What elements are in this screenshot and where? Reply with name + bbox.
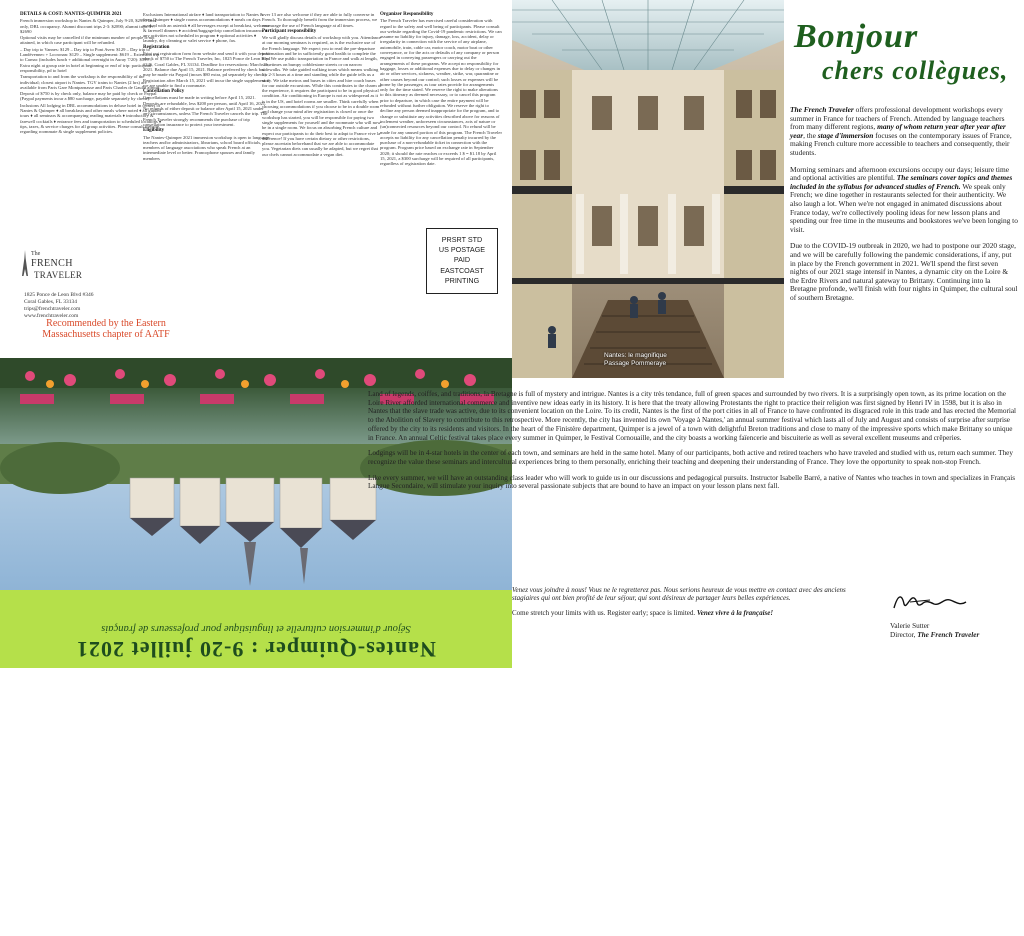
- return-address: [24, 292, 94, 320]
- eiffel-tower-icon: [22, 250, 28, 276]
- organizer-column: [380, 12, 502, 168]
- body-paragraph: Land of legends, coiffes, and traditions, la Bretagne is full of mystery and intrigue. Nantes is a city très tendance, full of green spaces and surrounded by two rivers. It is a surprisingly open town, as its prime location on the Loire River afforded international commerce and inventive new ideas early in its history. It is here that the treaty allowing Protestants the right to practice their religion was first signed by Henri IV in 1598, but it is also in Nantes that the slave trade was active, due to its convenient location on the Loire. To its credit, Nantes is the first of the port cities in all of France to have confronted its disgraced role in this trade and has erected the Memorial to the Abolition of Slavery to contribute to this retrospective. More recently, the city has invented its own 'Voyage à Nantes,' an annual summer festival which lasts all of July and August and consists of surprise after surprise offered by the city to its residents and visitors. In the heart of the Finistère department, Quimper is a jewel of a town with delightful Breton traditions and close to many of the impressive sports which make Brittany so unique in France. An annual Celtic festival takes place every summer in Quimper, le Festival Cornouaille, and the city boasts a working faïencerie and biscuiterie as well as several excellent museums and crêperies.: [368, 390, 1017, 442]
- greeting-line-2: chers collègues,: [822, 56, 1009, 85]
- intro-emphasis: stage d'immersion: [817, 130, 874, 140]
- workshop-title: Nantes-Quimper : 9-20 juillet 2021: [76, 637, 436, 662]
- details-text: Optional visits may be cancelled if the minimum number of people is not attained, in which case participant will be refunded.: [20, 35, 155, 46]
- intro-paragraph: Due to the COVID-19 outbreak in 2020, we had to postpone our 2020 stage, and we will be carefully following the pandemic considerations, if any, put in place by the French government in 2021. We'll spend the first seven nights of our 2021 stage intensif in Nantes, a dynamic city on the Loire & the Erdre Rivers and natural gateway to Brittany. Continuing into la Bretagne profonde, we'll finish with four nights in Quimper, the cultural soul of southern Bretagne.: [790, 241, 1018, 302]
- details-text: Transportation to and from the workshop is the responsibility of the individual; closest airport is Nantes. TGV trains to Nantes (2 hrs) are available from Paris Gare Montparnasse and Paris Charles de Gaulle airport.: [20, 74, 161, 90]
- aatf-recommendation: Recommended by the Eastern Massachusetts chapter of AATF: [42, 318, 170, 340]
- intro-emphasis: many of whom return year after year after year: [790, 122, 1006, 140]
- logo-the: The: [31, 251, 41, 257]
- intro-text-span: Morning seminars and afternoon excursions occupy our days; leisure time and optional activities are plentiful.: [790, 164, 1009, 183]
- director-company: The French Traveler: [917, 631, 980, 639]
- eligibility-text-cont: over 13 are also welcome if they are able to fully converse in French. To thoroughly benefit from the immersion process, we encourage the use of French language at all times.: [262, 12, 378, 28]
- french-traveler-logo: [20, 246, 130, 286]
- workshop-subtitle: Séjour d'immersion culturelle et linguistique pour professeurs de français: [101, 623, 411, 634]
- director-signature: [890, 590, 970, 614]
- greeting-line-1: Bonjour: [794, 18, 919, 55]
- eligibility-heading: Eligibility: [143, 128, 165, 134]
- intro-text-span: We speak only French; we dine together in restaurants selected for their authenticity. We also laugh a lot. When we're not engaged in animated discussions about France today, we're collectively pooling ideas for new lesson plans and spending our free time in the museums and bookstores we've been longing to visit.: [790, 181, 1018, 234]
- participant-heading: Participant responsibility: [262, 28, 317, 34]
- closing-invitation: Venez vous joindre à nous! Vous ne le regretterez pas. Nous serions heureux de vous mettre en contact avec des anciens stagiaires qui ont bien profité de leur séjour, qui sont désireux de partager leurs belles expériences.: [512, 586, 846, 603]
- cancellation-heading: Cancellation Policy: [143, 89, 185, 95]
- organizer-heading: Organizer Responsibility: [380, 12, 434, 17]
- email-link[interactable]: trips@frenchtraveler.com: [24, 306, 81, 312]
- register-text: Come stretch your limits with us. Register early; space is limited.: [512, 608, 697, 617]
- intro-text-span: offers professional development workshops every summer in France for teachers of French. Attended by language teachers from many different regions,: [790, 105, 1005, 132]
- body-text: [368, 390, 1018, 498]
- logo-traveler: TRAVELER: [34, 270, 83, 280]
- details-column: [20, 12, 162, 136]
- photo-caption-line: Nantes: le magnifique: [604, 352, 667, 359]
- postage-line: EASTCOAST: [440, 265, 484, 275]
- details-text: – Day trip to Vannes: $129 – Day trip to Pont Aven: $129 – Day trip to Landévennec + Locronan: $129 – Single supplement: $619 – Extension trip to Carnac (includes lunch + additional overnight in Auray 7/20): $599 – Extra night at group rate in hotel at beginning or end of trip: participant responsibility, pd to hotel: [20, 46, 160, 73]
- register-emphasis: Venez vivre à la française!: [696, 608, 774, 617]
- director-title-text: Director,: [890, 631, 918, 639]
- details-text: Inclusions All lodging in DBL accommodations in deluxe hotel in centers of Nantes & Quimper ♦ all breakfasts and other meals where noted ♦ all guided tours ♦ all seminars & accompanying reading materials ♦ introductory & farewell cocktails ♦ entrance fees and transportation to scheduled locations ♦ tips, taxes, & service charges for all group activities. Please consult website regarding roommate & single supplement policies.: [20, 102, 162, 135]
- exclusions-column: [143, 12, 271, 162]
- registration-heading: Registration: [143, 44, 170, 50]
- postage-line: PRINTING: [444, 275, 480, 285]
- organizer-text: The French Traveler has exercised careful consideration with regard to the safety and well being of participants. Please consult our website regarding the Covid-19 pandemic restrictions. We can assume no liability for injury, damage, loss, accident, delay or irregularity in connection with the service of any airplane, automobile, train, cable car, motor coach, motor boat or other conveyance, or for the acts or defaults of any company or person engaged in conveying passengers or carrying out the arrangements of these programs. We accept no responsibility for baggage, losses or additional expenses due to delay or changes in air or other services, sickness, weather, strike, war, quarantine or other causes beyond our control; such losses or expenses will be borne by the passenger, as tour rates provide for arrangements only for the time stated. We reserve the right to make alterations to this itinerary as deemed necessary, or to cancel this program prior to departure, in which case the entire payment will be refunded without further obligation. We reserve the right to decline any person deemed inappropriate for the program, and to change or substitute any activities described above for reasons of inclement weather, unforeseen circumstances, acts of nature or (un)connected resources beyond our control. No refund will be made for any unused portion of this program. The French Traveler accepts no liability for any cancellation penalty incurred by the purchase of a non-refundable ticket in connection with the program. Program price based on exchange rate in September 2020; it should the rate reaches or exceeds 1 $ = $1.18 by April 15, 2021, a $300 surcharge will be required of all participants, regardless of registration date.: [380, 18, 503, 167]
- postage-line: PAID: [453, 255, 471, 265]
- intro-emphasis: The seminars cover topics and themes included in the syllabus for advanced studies of French.: [790, 173, 1013, 191]
- postage-indicia: [426, 228, 498, 294]
- participant-text: We will gladly discuss details of workshop with you. Attendance at our morning seminars is required, as is the exclusive use of the French language. We expect you to read the pre-departure information and be in sufficiently good health to complete the trip. We use public transportation in France and walk at length, sometimes on bumpy cobblestone streets or on narrow sidewalks. We take guided walking tours which means walking for 2-3 hours at a time and standing while the guide tells us a story. We take metros and buses in cities and hire coach buses for our outside excursions. While this contributes to the charm of the experience, it requires the participant to be in good physical condition. Air conditioning in Europe is not as widespread as it is in the US, and hotel rooms are smaller. Think carefully when choosing accommodations if you choose to be in a double room and change your mind after registration is closed or once the workshop has started, you will be responsible for paying two single supplements for yourself and the roommate who will now be in a single room. We focus on absorbing French culture and expect our participants to do their best to adapt to France vive la différence! If you have certain dietary or other restrictions, please ascertain beforehand that we are able to accommodate you. Vegetarian diets can usually be adapted, but we regret that our chefs cannot accommodate a vegan diet.: [262, 35, 382, 157]
- address-line: Coral Gables, FL 33134: [24, 299, 77, 305]
- body-paragraph: Like every summer, we will have an outstanding class leader who will work to guide us in our discussions and pedagogical pursuits. Instructor Isabelle Barré, a native of Nantes who teaches in town and specializes in Français Langue Secondaire, will stimulate your inquiry into several passionate subjects that are bound to have an impact on your lesson plans next fall.: [368, 473, 1016, 491]
- registration-text: Print out registration form from website and send it with your deposit check of $750 to The French Traveler, Inc, 1825 Ponce de Leon Blvd #346, Coral Gables, FL 33134. Deadline for reservations: March 15, 2021. Balance due April 15, 2021. Balance preferred by check but may be made via Paypal (incurs $80 extra, pd separately by check). Registration after March 15, 2021 will incur the single supplement if we are unable to find a roommate.: [143, 51, 271, 88]
- exclusions-text: Exclusions International airfare ♦ land transportation to Nantes & from Quimper ♦ single rooms accommodations ♦ meals on days marked with an asterisk ♦ all beverages except at breakfast, welcome & farewell dinners ♦ accident/baggage/trip cancellation insurance ♦ any activities not scheduled in program ♦ optional activities ♦ laundry, dry cleaning or valet service ♦ phone, fax.: [143, 12, 270, 44]
- details-heading: DETAILS & COST: NANTES-QUIMPER 2021: [20, 12, 122, 17]
- body-paragraph: Lodgings will be in 4-star hotels in the center of each town, and seminars are held in the same hotel. Many of our participants, both active and retired teachers who have traveled and studied with us, return each summer. They recognize the value these seminars and intercultural experiences bring to them personally, enriching their teaching and deepening their understanding of France. They love the opportunity to speak non-stop French.: [368, 449, 1013, 466]
- intro-paragraph: [790, 106, 1018, 158]
- quimper-caption: Quimper : Sous le charme de l'Odet: [22, 930, 110, 936]
- director-title: [890, 631, 979, 640]
- intro-text-span: focuses on the contemporary issues of France, making French culture more accessible to teachers and consequently, their students.: [790, 130, 1012, 157]
- photo-caption: [604, 352, 667, 368]
- participant-column: [262, 12, 382, 158]
- title-band-rotated: [0, 590, 512, 668]
- director-name: Valerie Sutter: [890, 622, 930, 630]
- passage-pommeraye-photo: [512, 0, 784, 378]
- intro-text: [790, 106, 1018, 310]
- closing-text: [512, 586, 852, 617]
- intro-paragraph: [790, 166, 1018, 235]
- postage-line: US POSTAGE: [438, 245, 486, 255]
- eligibility-text: The Nantes-Quimper 2021 immersion workshop is open to language teachers and/or administrators, librarians, school board officials, members of language associations who speak French at an intermediate level or better. Francophone spouses and family members: [143, 134, 270, 161]
- brand-name: The French Traveler: [790, 105, 854, 114]
- title-band: [0, 590, 512, 668]
- postage-line: PRSRT STD: [441, 235, 483, 244]
- photo-caption-line: Passage Pommeraye: [604, 360, 667, 367]
- address-line: 1825 Ponce de Leon Blvd #346: [24, 292, 94, 298]
- details-text: French immersion workshop in Nantes & Quimper, July 9-20, $2990 land only, DBL occupancy. Alumni discount trips 2-3: $2890; alumni trips 4+: $2690: [20, 18, 156, 34]
- logo-french: FRENCH: [31, 258, 73, 269]
- intro-text-span: , the: [803, 130, 818, 140]
- passage-pommeraye-image: [512, 0, 784, 378]
- website-link[interactable]: www.frenchtraveler.com: [24, 313, 79, 319]
- details-text: Deposit of $750 is by check only, balance may be paid by check or Paypal (Paypal payments incur a $80 surcharge, payable separately by check).: [20, 91, 157, 102]
- closing-register: [512, 609, 852, 617]
- cancellation-text: Cancellations must be made in writing before April 15, 2021. Deposits are refundable, less $200 per person, until April 16, 2021. No refunds of either deposit or balance after April 15, 2021 under any circumstances, unless The French Traveler cancels the trip. The French Traveler strongly recommends the purchase of trip cancellation insurance to protect your investment.: [143, 95, 268, 127]
- director-signoff: [890, 622, 979, 640]
